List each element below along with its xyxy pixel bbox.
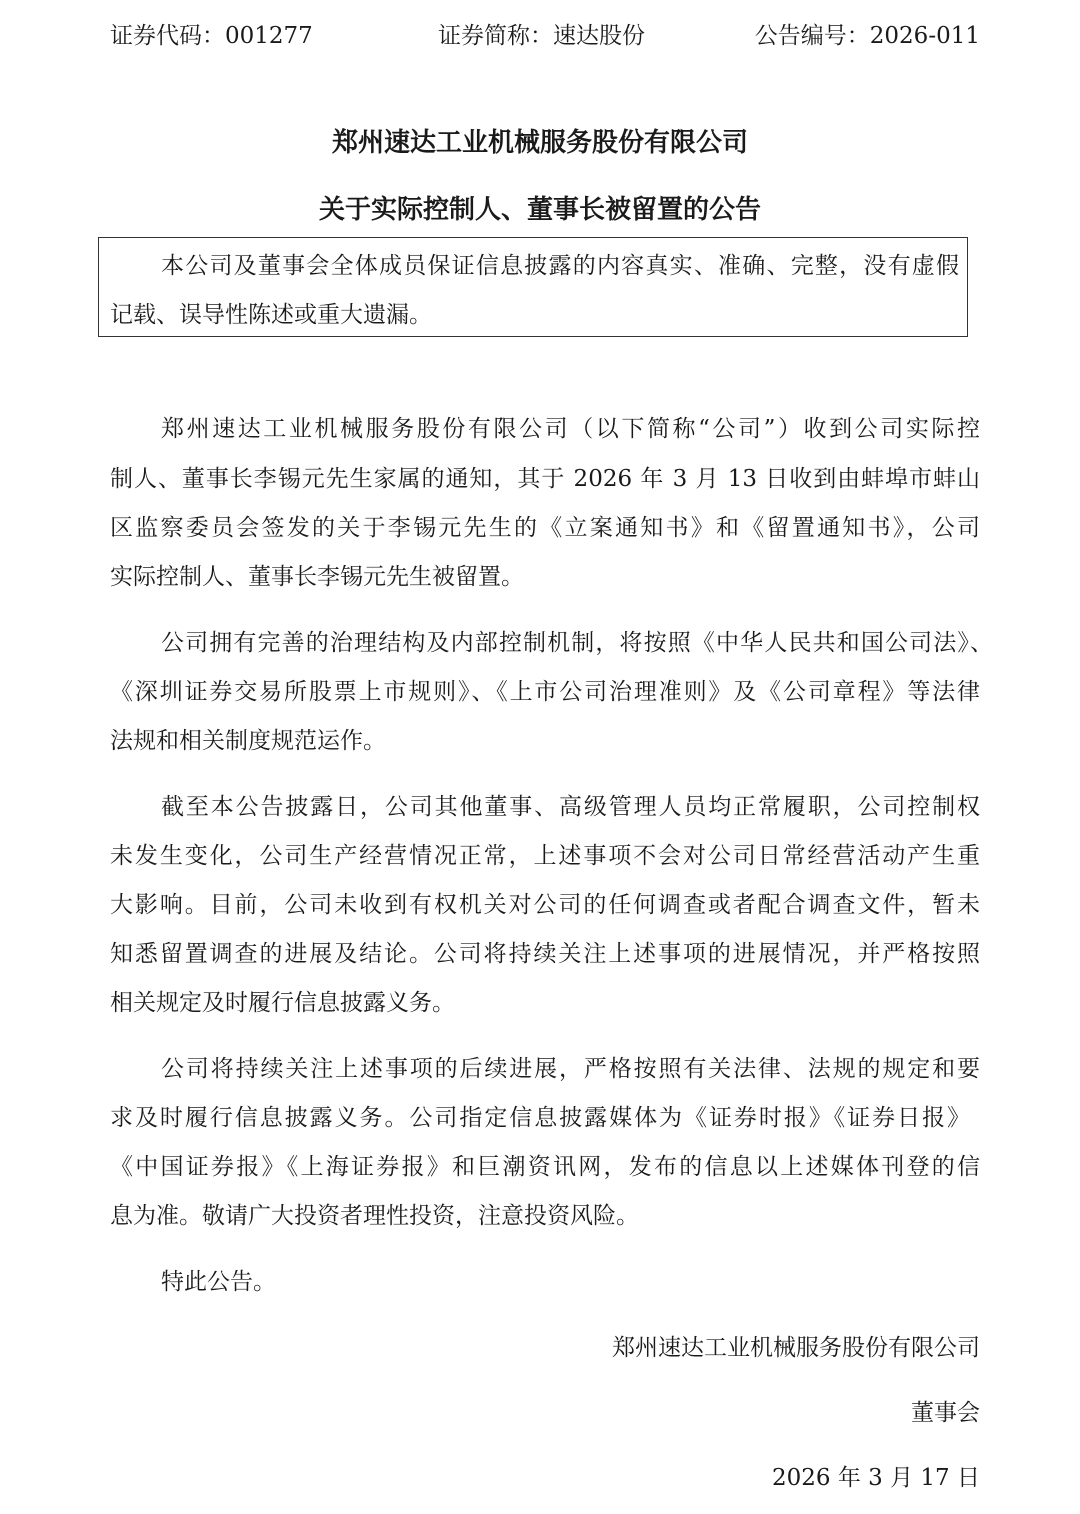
disclaimer-line: 本公司及董事会全体成员保证信息披露的内容真实、准确、完整，没有虚假 — [161, 253, 959, 279]
paragraph-line: 相关规定及时履行信息披露义务。 — [110, 990, 455, 1016]
paragraph-line: 《深圳证券交易所股票上市规则》、《上市公司治理准则》及《公司章程》等法律 — [110, 679, 980, 705]
announcement-title: 关于实际控制人、董事长被留置的公告 — [318, 195, 761, 225]
paragraph-line: 制人、董事长李锡元先生家属的通知，其于 2026 年 3 月 13 日收到由蚌埠市蚌山 — [110, 466, 980, 492]
signature-board: 董事会 — [911, 1400, 980, 1426]
paragraph-line: 区监察委员会签发的关于李锡元先生的《立案通知书》和《留置通知书》，公司 — [110, 515, 980, 541]
paragraph-line: 郑州速达工业机械服务股份有限公司（以下简称“公司”）收到公司实际控 — [161, 416, 980, 442]
stock-code: 证券代码：001277 — [110, 23, 313, 49]
paragraph-line: 截至本公告披露日，公司其他董事、高级管理人员均正常履职，公司控制权 — [161, 794, 980, 820]
paragraph-line: 未发生变化，公司生产经营情况正常，上述事项不会对公司日常经营活动产生重 — [110, 843, 980, 869]
paragraph-line: 公司将持续关注上述事项的后续进展，严格按照有关法律、法规的规定和要 — [161, 1056, 980, 1082]
paragraph-line: 公司拥有完善的治理结构及内部控制机制，将按照《中华人民共和国公司法》、 — [161, 630, 993, 656]
paragraph-line: 实际控制人、董事长李锡元先生被留置。 — [110, 564, 524, 590]
paragraph-line: 大影响。目前，公司未收到有权机关对公司的任何调查或者配合调查文件，暂未 — [110, 892, 980, 918]
closing-remark: 特此公告。 — [161, 1269, 276, 1295]
disclaimer-line: 记载、误导性陈述或重大遗漏。 — [110, 302, 432, 328]
stock-short-name: 证券简称：速达股份 — [438, 23, 645, 49]
paragraph-line: 息为准。敬请广大投资者理性投资，注意投资风险。 — [110, 1203, 639, 1229]
company-title: 郑州速达工业机械服务股份有限公司 — [331, 128, 748, 158]
paragraph-line: 求及时履行信息披露义务。公司指定信息披露媒体为《证券时报》《证券日报》 — [110, 1105, 970, 1131]
announcement-number: 公告编号：2026-011 — [754, 23, 980, 49]
signature-date: 2026 年 3 月 17 日 — [772, 1465, 980, 1491]
paragraph-line: 《中国证券报》《上海证券报》和巨潮资讯网，发布的信息以上述媒体刊登的信 — [110, 1154, 980, 1180]
document-header — [110, 18, 980, 54]
paragraph-line: 法规和相关制度规范运作。 — [110, 728, 386, 754]
signature-company: 郑州速达工业机械服务股份有限公司 — [612, 1335, 980, 1361]
paragraph-line: 知悉留置调查的进展及结论。公司将持续关注上述事项的进展情况，并严格按照 — [110, 941, 980, 967]
